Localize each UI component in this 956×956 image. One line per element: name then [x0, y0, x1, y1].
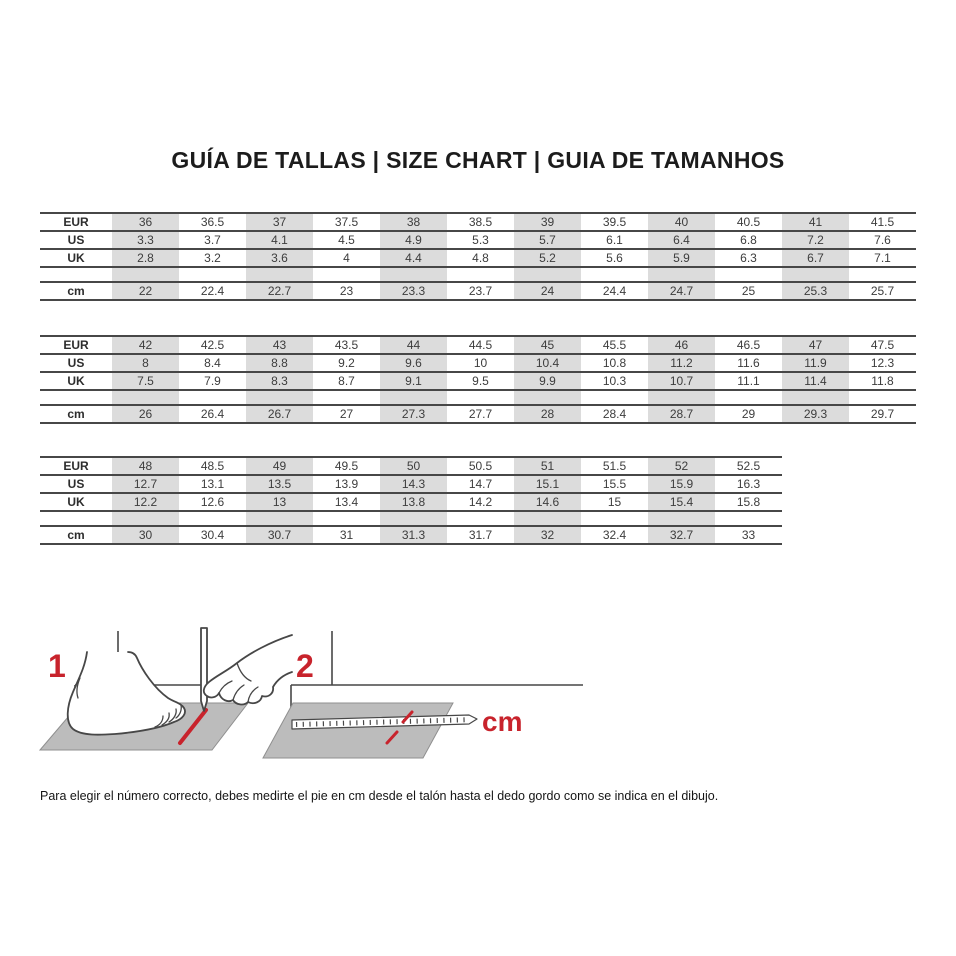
size-table-adult-medium — [40, 335, 916, 424]
size-cell: 29 — [741, 407, 756, 421]
size-cell: 7.2 — [782, 232, 849, 248]
size-cell: 26 — [112, 406, 179, 422]
size-cell: 3.2 — [204, 251, 221, 265]
size-cell: 28.7 — [648, 406, 715, 422]
size-cell: 5.2 — [514, 250, 581, 266]
row-label: UK — [67, 495, 85, 509]
page-title: GUÍA DE TALLAS | SIZE CHART | GUIA DE TAMANHOS — [171, 147, 785, 173]
size-cell: 27.7 — [468, 407, 493, 421]
table-row — [40, 492, 782, 512]
size-cell: 22.7 — [246, 283, 313, 299]
size-cell: 24.7 — [648, 283, 715, 299]
size-cell — [648, 512, 715, 525]
size-cell: 52 — [648, 458, 715, 474]
row-label — [40, 512, 112, 525]
size-cell: 5.6 — [606, 251, 623, 265]
table-row — [40, 335, 916, 353]
row-label: US — [67, 477, 85, 491]
size-cell: 24.4 — [602, 284, 627, 298]
row-label: EUR — [63, 338, 89, 352]
size-cell: 8.8 — [246, 355, 313, 371]
size-cell: 7.5 — [112, 373, 179, 389]
size-cell: 45.5 — [602, 338, 627, 352]
size-cell — [313, 512, 380, 525]
size-cell: 13.1 — [200, 477, 225, 491]
table-row — [40, 525, 782, 545]
size-cell: 47.5 — [870, 338, 895, 352]
size-cell: 30.7 — [246, 527, 313, 543]
size-cell: 51.5 — [602, 459, 627, 473]
size-cell — [514, 268, 581, 281]
size-cell: 31.7 — [468, 528, 493, 542]
size-cell: 7.9 — [204, 374, 221, 388]
size-cell — [648, 268, 715, 281]
size-cell: 4.9 — [380, 232, 447, 248]
size-cell: 7.1 — [874, 251, 891, 265]
size-cell: 9.2 — [338, 356, 355, 370]
size-cell: 51 — [514, 458, 581, 474]
size-cell — [112, 268, 179, 281]
size-cell: 10.7 — [648, 373, 715, 389]
size-cell: 44 — [380, 337, 447, 353]
step-1-number: 1 — [48, 648, 66, 684]
instruction-footnote: Para elegir el número correcto, debes medirte el pie en cm desde el talón hasta el dedo gordo como se indica en el dibujo. — [40, 789, 719, 803]
size-cell: 30.4 — [200, 528, 225, 542]
size-cell: 50.5 — [468, 459, 493, 473]
size-cell: 4 — [343, 251, 350, 265]
size-cell: 11.4 — [782, 373, 849, 389]
row-label: cm — [67, 284, 85, 298]
table-row — [40, 353, 916, 371]
size-cell: 27.3 — [380, 406, 447, 422]
size-cell: 10.3 — [602, 374, 627, 388]
row-label — [40, 268, 112, 281]
size-cell: 14.7 — [468, 477, 493, 491]
step-2-number: 2 — [296, 648, 314, 684]
size-cell: 4.5 — [338, 233, 355, 247]
size-cell: 12.3 — [870, 356, 895, 370]
pencil-icon — [201, 628, 207, 711]
measure-step-2 — [263, 631, 583, 758]
size-cell: 46 — [648, 337, 715, 353]
row-label: EUR — [63, 459, 89, 473]
size-cell: 38.5 — [468, 215, 493, 229]
size-cell: 50 — [380, 458, 447, 474]
size-cell: 13.8 — [380, 494, 447, 510]
table-row — [40, 268, 916, 281]
size-cell: 5.9 — [648, 250, 715, 266]
size-cell: 15.8 — [736, 495, 761, 509]
size-cell: 49 — [246, 458, 313, 474]
size-cell: 47 — [782, 337, 849, 353]
size-table-adult-small — [40, 212, 916, 301]
paper-sheet-icon — [263, 703, 453, 758]
size-cell: 30 — [112, 527, 179, 543]
table-row — [40, 371, 916, 391]
size-cell: 40.5 — [736, 215, 761, 229]
size-cell: 37 — [246, 214, 313, 230]
size-cell: 23.3 — [380, 283, 447, 299]
size-cell: 6.8 — [740, 233, 757, 247]
size-cell: 27 — [339, 407, 354, 421]
size-cell — [782, 268, 849, 281]
size-cell: 13 — [246, 494, 313, 510]
size-cell: 4.8 — [472, 251, 489, 265]
size-cell — [581, 512, 648, 525]
foot-tracing-icon — [68, 652, 185, 735]
size-cell: 10 — [473, 356, 488, 370]
size-cell: 7.6 — [874, 233, 891, 247]
size-cell: 24 — [514, 283, 581, 299]
size-cell: 15.5 — [602, 477, 627, 491]
size-cell — [179, 268, 246, 281]
size-cell: 11.9 — [782, 355, 849, 371]
size-cell: 37.5 — [334, 215, 359, 229]
size-cell: 6.1 — [606, 233, 623, 247]
size-cell: 14.6 — [514, 494, 581, 510]
size-cell: 6.4 — [648, 232, 715, 248]
size-cell: 41.5 — [870, 215, 895, 229]
table-row — [40, 281, 916, 301]
table-row — [40, 248, 916, 268]
size-cell — [179, 391, 246, 404]
size-cell: 6.7 — [782, 250, 849, 266]
row-label — [40, 391, 112, 404]
size-cell: 39.5 — [602, 215, 627, 229]
size-table-adult-large — [40, 456, 782, 545]
size-cell: 6.3 — [740, 251, 757, 265]
size-cell: 32.4 — [602, 528, 627, 542]
size-cell: 8 — [112, 355, 179, 371]
size-cell: 29.3 — [782, 406, 849, 422]
size-cell — [246, 268, 313, 281]
size-cell — [715, 268, 782, 281]
size-cell: 10.8 — [602, 356, 627, 370]
size-cell: 15.1 — [514, 476, 581, 492]
size-cell: 11.6 — [737, 356, 760, 370]
size-cell: 31.3 — [380, 527, 447, 543]
size-cell: 13.5 — [246, 476, 313, 492]
size-cell: 15.4 — [648, 494, 715, 510]
size-cell: 16.3 — [736, 477, 761, 491]
size-cell: 23 — [339, 284, 354, 298]
size-cell: 3.6 — [246, 250, 313, 266]
size-cell: 12.6 — [200, 495, 225, 509]
size-cell — [581, 391, 648, 404]
size-cell: 5.7 — [514, 232, 581, 248]
size-cell: 2.8 — [112, 250, 179, 266]
table-row — [40, 391, 916, 404]
size-cell: 10.4 — [514, 355, 581, 371]
cm-unit-label: cm — [482, 706, 523, 737]
size-cell: 11.8 — [871, 374, 894, 388]
row-label: US — [67, 233, 85, 247]
size-cell: 9.5 — [472, 374, 489, 388]
size-cell: 26.7 — [246, 406, 313, 422]
size-cell — [380, 268, 447, 281]
size-cell: 23.7 — [468, 284, 493, 298]
size-cell: 5.3 — [472, 233, 489, 247]
table-row — [40, 512, 782, 525]
size-cell — [849, 391, 916, 404]
table-row — [40, 404, 916, 424]
size-cell: 14.3 — [380, 476, 447, 492]
size-cell: 39 — [514, 214, 581, 230]
size-cell — [313, 268, 380, 281]
size-cell: 42.5 — [200, 338, 225, 352]
size-cell: 12.7 — [112, 476, 179, 492]
size-cell — [246, 391, 313, 404]
size-cell: 13.4 — [334, 495, 359, 509]
size-cell: 3.3 — [112, 232, 179, 248]
size-cell: 14.2 — [468, 495, 493, 509]
row-label: cm — [67, 407, 85, 421]
size-cell: 31 — [339, 528, 354, 542]
size-cell — [112, 391, 179, 404]
size-cell — [581, 268, 648, 281]
size-cell: 32 — [514, 527, 581, 543]
size-cell — [849, 268, 916, 281]
table-row — [40, 230, 916, 248]
size-cell — [246, 512, 313, 525]
size-cell: 46.5 — [736, 338, 761, 352]
size-cell — [648, 391, 715, 404]
size-cell: 32.7 — [648, 527, 715, 543]
measuring-instructions-illustration — [30, 615, 630, 775]
size-cell — [514, 512, 581, 525]
size-cell: 13.9 — [334, 477, 359, 491]
size-cell: 28.4 — [602, 407, 627, 421]
size-cell: 28 — [514, 406, 581, 422]
size-cell: 4.4 — [380, 250, 447, 266]
size-cell: 12.2 — [112, 494, 179, 510]
size-cell — [715, 391, 782, 404]
size-cell: 25 — [741, 284, 756, 298]
size-cell — [313, 391, 380, 404]
row-label: EUR — [63, 215, 89, 229]
row-label: UK — [67, 251, 85, 265]
size-cell — [514, 391, 581, 404]
size-cell: 43 — [246, 337, 313, 353]
size-cell: 48.5 — [200, 459, 225, 473]
size-cell — [179, 512, 246, 525]
size-cell: 40 — [648, 214, 715, 230]
size-cell: 15.9 — [648, 476, 715, 492]
row-label: cm — [67, 528, 85, 542]
size-cell: 9.6 — [380, 355, 447, 371]
size-cell: 48 — [112, 458, 179, 474]
size-cell — [380, 391, 447, 404]
size-cell: 22 — [112, 283, 179, 299]
size-cell: 43.5 — [334, 338, 359, 352]
size-cell — [782, 391, 849, 404]
size-cell: 25.7 — [870, 284, 895, 298]
size-cell: 26.4 — [200, 407, 225, 421]
size-cell: 42 — [112, 337, 179, 353]
size-cell — [112, 512, 179, 525]
measure-step-1 — [40, 628, 292, 750]
size-cell: 9.1 — [380, 373, 447, 389]
size-cell: 33 — [741, 528, 756, 542]
size-cell — [380, 512, 447, 525]
size-cell: 38 — [380, 214, 447, 230]
size-cell: 9.9 — [514, 373, 581, 389]
size-cell: 29.7 — [870, 407, 895, 421]
size-cell: 44.5 — [468, 338, 493, 352]
size-cell: 3.7 — [204, 233, 221, 247]
size-cell: 8.7 — [338, 374, 355, 388]
size-cell: 45 — [514, 337, 581, 353]
table-row — [40, 456, 782, 474]
size-cell: 41 — [782, 214, 849, 230]
table-row — [40, 474, 782, 492]
size-cell: 15 — [607, 495, 622, 509]
size-cell: 25.3 — [782, 283, 849, 299]
size-cell: 4.1 — [246, 232, 313, 248]
size-cell: 52.5 — [736, 459, 761, 473]
row-label: US — [67, 356, 85, 370]
size-cell: 8.4 — [204, 356, 221, 370]
size-cell: 8.3 — [246, 373, 313, 389]
size-cell: 22.4 — [200, 284, 225, 298]
size-cell: 36.5 — [200, 215, 225, 229]
hand-icon — [204, 635, 292, 704]
table-row — [40, 212, 916, 230]
size-cell — [447, 391, 514, 404]
size-cell: 36 — [112, 214, 179, 230]
size-cell — [447, 512, 514, 525]
row-label: UK — [67, 374, 85, 388]
size-cell — [715, 512, 782, 525]
size-cell: 11.1 — [737, 374, 760, 388]
size-cell: 11.2 — [648, 355, 715, 371]
size-cell: 49.5 — [334, 459, 359, 473]
size-cell — [447, 268, 514, 281]
